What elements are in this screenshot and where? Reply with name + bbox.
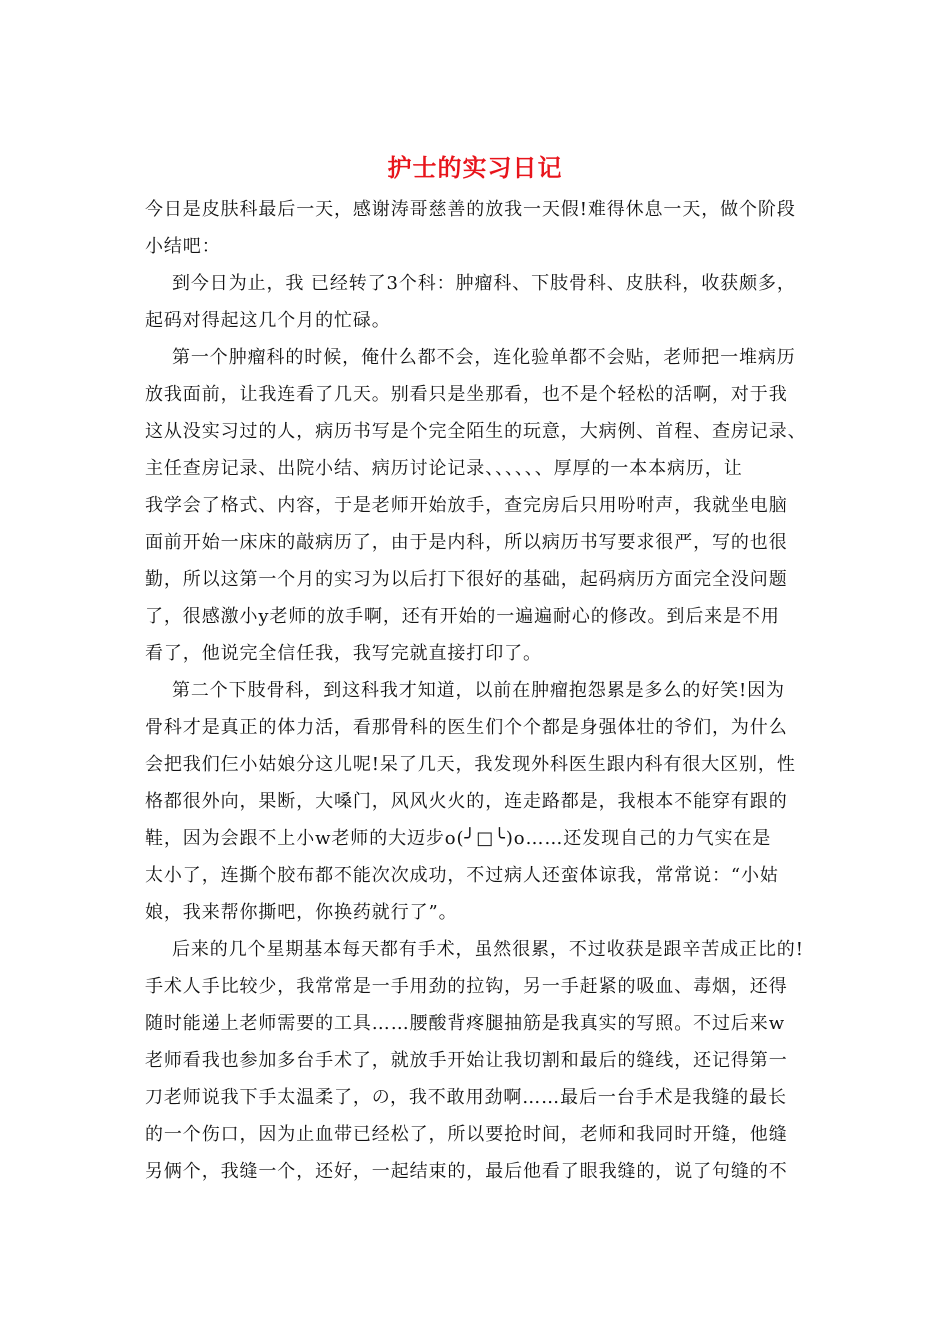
- body-line-9: 我学会了格式、内容，于是老师开始放手，查完房后只用吩咐声，我就坐电脑: [145, 495, 788, 516]
- body-line-15: 骨科才是真正的体力活，看那骨科的医生们个个都是身强体壮的爷们，为什么: [145, 717, 788, 738]
- body-line-2: 小结吧：: [145, 236, 221, 257]
- body-line-4: 起码对得起这几个月的忙碌。: [145, 310, 391, 331]
- page-title: 护士的实习日记: [387, 153, 563, 182]
- body-line-7: 这从没实习过的人，病历书写是个完全陌生的玩意，大病例、首程、查房记录、: [145, 421, 807, 442]
- body-line-17: 格都很外向，果断，大嗓门，风风火火的，连走路都是，我根本不能穿有跟的: [145, 791, 788, 812]
- body-line-10: 面前开始一床床的敲病历了，由于是内科，所以病历书写要求很严，写的也很: [145, 532, 788, 553]
- body-line-14: 第二个下肢骨科，到这科我才知道，以前在肿瘤抱怨累是多么的好笑!因为: [172, 680, 785, 701]
- body-line-5: 第一个肿瘤科的时候，俺什么都不会，连化验单都不会贴，老师把一堆病历: [172, 347, 796, 368]
- body-line-20: 娘，我来帮你撕吧，你换药就行了”。: [145, 902, 458, 923]
- body-line-13: 看了，他说完全信任我，我写完就直接打印了。: [145, 643, 542, 664]
- body-line-21: 后来的几个星期基本每天都有手术，虽然很累，不过收获是跟辛苦成正比的!: [172, 939, 804, 960]
- body-line-8: 主任查房记录、出院小结、病历讨论记录、、、、、、厚厚的一本本病历，让: [145, 458, 743, 479]
- body-line-25: 刀老师说我下手太温柔了，の，我不敢用劲啊……最后一台手术是我缝的最长: [145, 1087, 787, 1108]
- body-line-18: 鞋，因为会跟不上小w老师的大迈步o(╯□╰)o……还发现自己的力气实在是: [145, 828, 772, 849]
- body-line-23: 随时能递上老师需要的工具……腰酸背疼腿抽筋是我真实的写照。不过后来w: [145, 1013, 786, 1034]
- body-line-22: 手术人手比较少，我常常是一手用劲的拉钩，另一手赶紧的吸血、毒烟，还得: [145, 976, 788, 997]
- body-line-11: 勤，所以这第一个月的实习为以后打下很好的基础，起码病历方面完全没问题: [145, 569, 788, 590]
- body-line-16: 会把我们仨小姑娘分这儿呢!呆了几天，我发现外科医生跟内科有很大区别，性: [145, 754, 796, 775]
- body-line-27: 另俩个，我缝一个，还好，一起结束的，最后他看了眼我缝的，说了句缝的不: [145, 1161, 788, 1182]
- body-line-3: 到今日为止，我 已经转了3个科：肿瘤科、下肢骨科、皮肤科，收获颇多，: [172, 273, 796, 294]
- body-line-6: 放我面前，让我连看了几天。别看只是坐那看，也不是个轻松的活啊，对于我: [145, 384, 788, 405]
- body-line-26: 的一个伤口，因为止血带已经松了，所以要抢时间，老师和我同时开缝，他缝: [145, 1124, 788, 1145]
- body-line-1: 今日是皮肤科最后一天，感谢涛哥慈善的放我一天假!难得休息一天，做个阶段: [145, 199, 796, 220]
- body-line-12: 了，很感激小y老师的放手啊，还有开始的一遍遍耐心的修改。到后来是不用: [145, 606, 780, 627]
- body-line-24: 老师看我也参加多台手术了，就放手开始让我切割和最后的缝线，还记得第一: [145, 1050, 788, 1071]
- body-line-19: 太小了，连撕个胶布都不能次次成功，不过病人还蛮体谅我，常常说：“小姑: [145, 865, 779, 886]
